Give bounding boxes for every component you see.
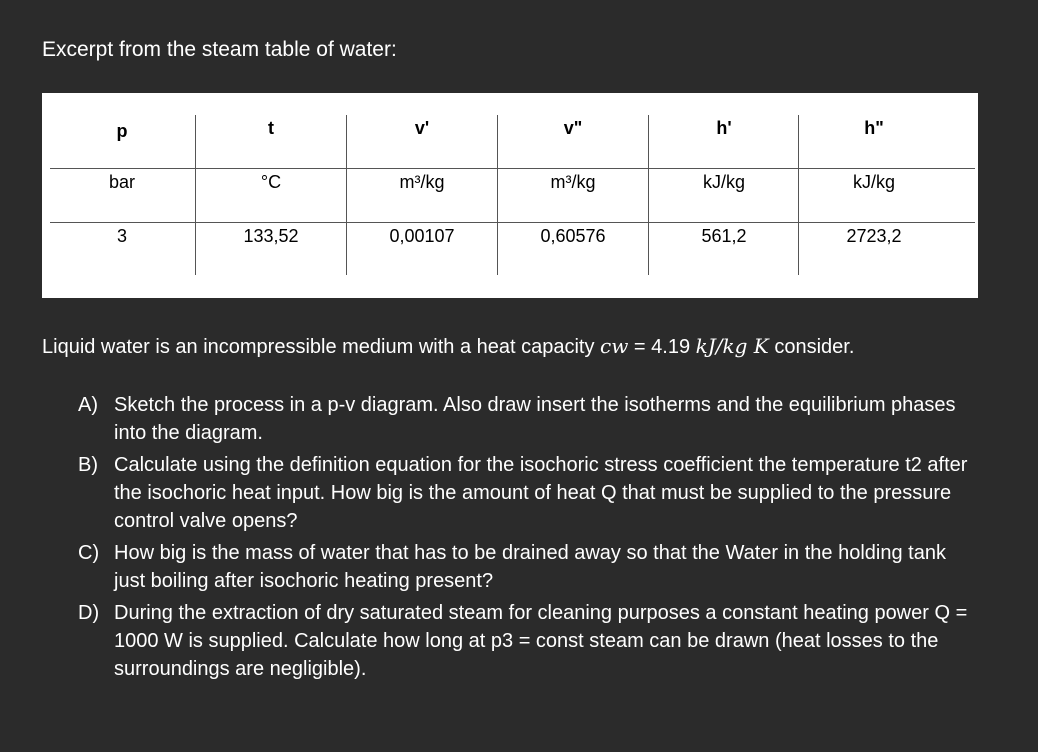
table-header-cell: v' [414,118,430,138]
table-unit-cell: kJ/kg [852,172,895,192]
table-value-cell: 0,00107 [389,226,455,246]
table-unit-cell: m³/kg [550,172,596,192]
question-text: Calculate using the definition equation for the isochoric stress coefficient the temperature t2 after the isochoric heat input. How big is the amount of heat Q that must be supplied to the pressure control valve opens? [114,454,968,532]
question-item [78,391,978,447]
steam-table [42,93,978,298]
table-unit-cell: °C [260,172,282,192]
column-divider [346,115,347,275]
table-value-cell: 561,2 [701,226,747,246]
table-value-cell: 0,60576 [540,226,606,246]
question-text: How big is the mass of water that has to be drained away so that the Water in the holding tank just boiling after isochoric heating present? [114,542,946,592]
intro-text: Liquid water is an incompressible medium with a heat capacity [42,336,601,358]
heat-capacity-value: = 4.19 [628,336,696,358]
heat-capacity-symbol: cw [600,334,629,358]
table-value-cell: 2723,2 [846,226,902,246]
table-header-cell: h' [716,118,732,138]
question-item [78,451,978,535]
intro-text-end: consider. [768,336,855,358]
question-text: Sketch the process in a p-v diagram. Also draw insert the isotherms and the equilibrium phases into the diagram. [114,394,956,444]
table-unit-cell: m³/kg [399,172,445,192]
heat-capacity-unit: kJ/kg K [695,334,769,358]
question-letter: C) [78,542,100,564]
column-divider [195,115,196,275]
table-header-cell: t [268,118,274,138]
problem-intro [42,334,854,359]
question-item [78,539,978,595]
page-heading: Excerpt from the steam table of water: [42,38,397,61]
column-divider [497,115,498,275]
question-list [78,391,978,687]
table-header-cell: p [116,121,128,141]
table-value-cell: 133,52 [243,226,299,246]
column-divider [798,115,799,275]
table-header-cell: v" [563,118,583,138]
question-letter: D) [78,602,100,624]
question-letter: B) [78,454,98,476]
row-divider [50,168,975,169]
table-header-cell: h" [864,118,884,138]
table-unit-cell: bar [108,172,135,192]
question-text: During the extraction of dry saturated steam for cleaning purposes a constant heating power Q = 1000 W is supplied. Calculate how long at p3 = const steam can be drawn (heat losses to the surroundings are negligible). [114,602,968,680]
question-letter: A) [78,394,98,416]
row-divider [50,222,975,223]
column-divider [648,115,649,275]
table-value-cell: 3 [116,226,127,246]
question-item [78,599,978,683]
table-unit-cell: kJ/kg [702,172,745,192]
